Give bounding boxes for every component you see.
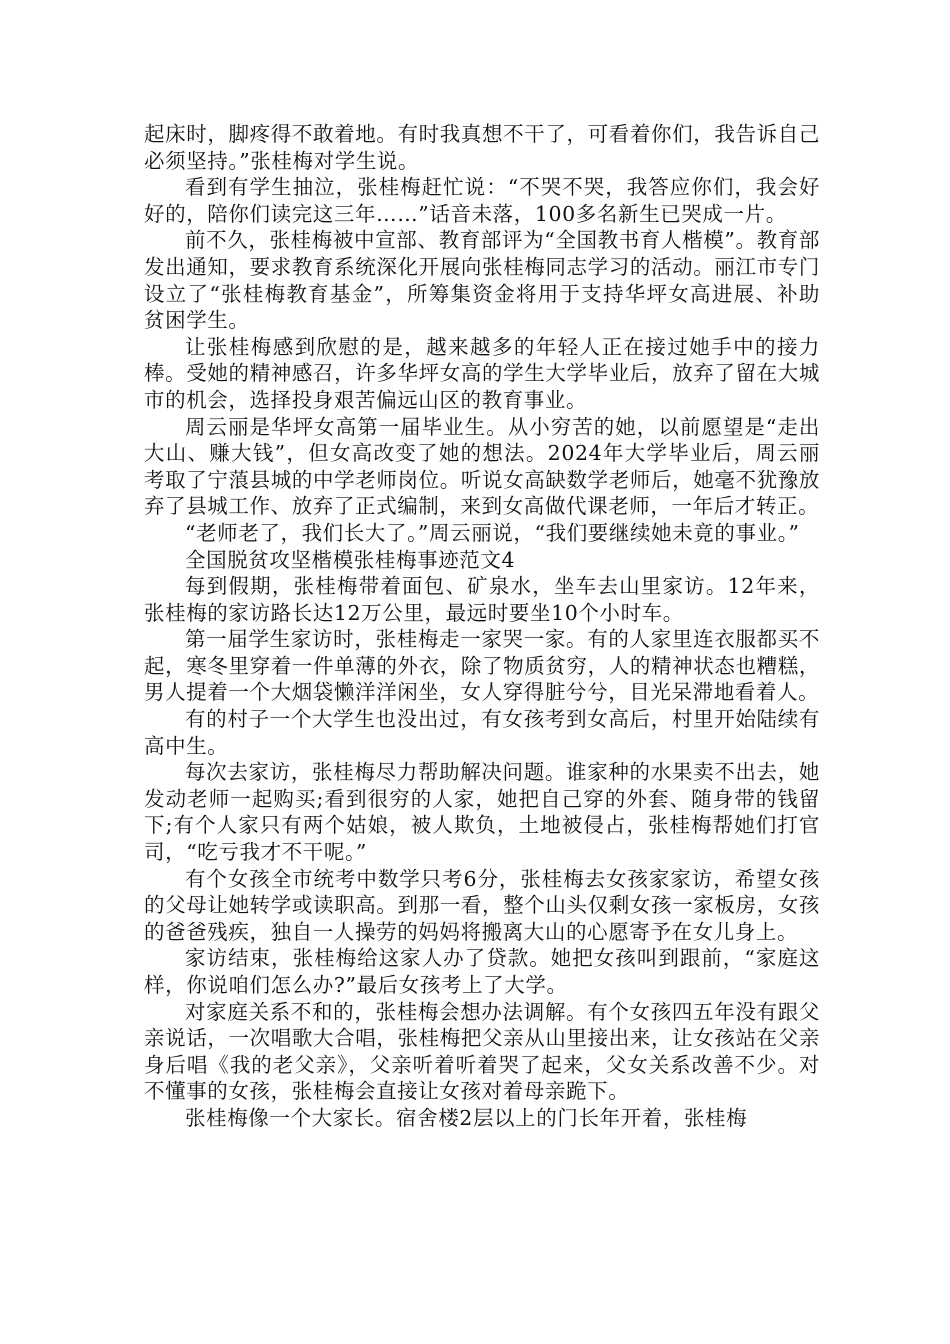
paragraph: 每到假期，张桂梅带着面包、矿泉水，坐车去山里家访。12年来，张桂梅的家访路长达12万公里，最远时要坐10个小时车。 bbox=[144, 574, 820, 625]
paragraph: 看到有学生抽泣，张桂梅赶忙说：“不哭不哭，我答应你们，我会好好的，陪你们读完这三年……”话音未落，100多名新生已哭成一片。 bbox=[144, 175, 820, 226]
paragraph: 前不久，张桂梅被中宣部、教育部评为“全国教书育人楷模”。教育部发出通知，要求教育系统深化开展向张桂梅同志学习的活动。丽江市专门设立了“张桂梅教育基金”，所筹集资金将用于支持华坪女高进展、补助贫困学生。 bbox=[144, 228, 820, 333]
paragraph: 起床时，脚疼得不敢着地。有时我真想不干了，可看着你们，我告诉自己必须坚持。”张桂梅对学生说。 bbox=[144, 122, 820, 173]
paragraph: 第一届学生家访时，张桂梅走一家哭一家。有的人家里连衣服都买不起，寒冬里穿着一件单薄的外衣，除了物质贫穷，人的精神状态也糟糕，男人提着一个大烟袋懒洋洋闲坐，女人穿得脏兮兮，目光呆滞地看着人。 bbox=[144, 627, 820, 705]
paragraph: 对家庭关系不和的，张桂梅会想办法调解。有个女孩四五年没有跟父亲说话，一次唱歌大合唱，张桂梅把父亲从山里接出来，让女孩站在父亲身后唱《我的老父亲》，父亲听着听着哭了起来，父女关系改善不少。对不懂事的女孩，张桂梅会直接让女孩对着母亲跪下。 bbox=[144, 999, 820, 1104]
paragraph: 周云丽是华坪女高第一届毕业生。从小穷苦的她，以前愿望是“走出大山、赚大钱”，但女高改变了她的想法。2024年大学毕业后，周云丽考取了宁蒗县城的中学老师岗位。听说女高缺数学老师后，她毫不犹豫放弃了县城工作、放弃了正式编制，来到女高做代课老师，一年后才转正。 bbox=[144, 414, 820, 519]
paragraph: “老师老了，我们长大了。”周云丽说，“我们要继续她未竟的事业。” bbox=[185, 520, 800, 545]
paragraph: 张桂梅像一个大家长。宿舍楼2层以上的门长年开着，张桂梅 bbox=[185, 1105, 748, 1130]
paragraph: 让张桂梅感到欣慰的是，越来越多的年轻人正在接过她手中的接力棒。受她的精神感召，许多华坪女高的学生大学毕业后，放弃了留在大城市的机会，选择投身艰苦偏远山区的教育事业。 bbox=[144, 334, 820, 412]
paragraph: 每次去家访，张桂梅尽力帮助解决问题。谁家种的水果卖不出去，她发动老师一起购买;看到很穷的人家，她把自己穿的外套、随身带的钱留下;有个人家只有两个姑娘，被人欺负，土地被侵占，张桂梅帮她们打官司，“吃亏我才不干呢。” bbox=[144, 760, 820, 865]
document-body bbox=[144, 121, 820, 1132]
paragraph: 家访结束，张桂梅给这家人办了贷款。她把女孩叫到跟前，“家庭这样，你说咱们怎么办?”最后女孩考上了大学。 bbox=[144, 946, 820, 997]
paragraph: 有的村子一个大学生也没出过，有女孩考到女高后，村里开始陆续有高中生。 bbox=[144, 707, 820, 758]
paragraph: 有个女孩全市统考中数学只考6分，张桂梅去女孩家家访，希望女孩的父母让她转学或读职高。到那一看，整个山头仅剩女孩一家板房，女孩的爸爸残疾，独自一人操劳的妈妈将搬离大山的心愿寄予在女儿身上。 bbox=[144, 866, 820, 944]
section-heading: 全国脱贫攻坚楷模张桂梅事迹范文4 bbox=[185, 547, 516, 572]
